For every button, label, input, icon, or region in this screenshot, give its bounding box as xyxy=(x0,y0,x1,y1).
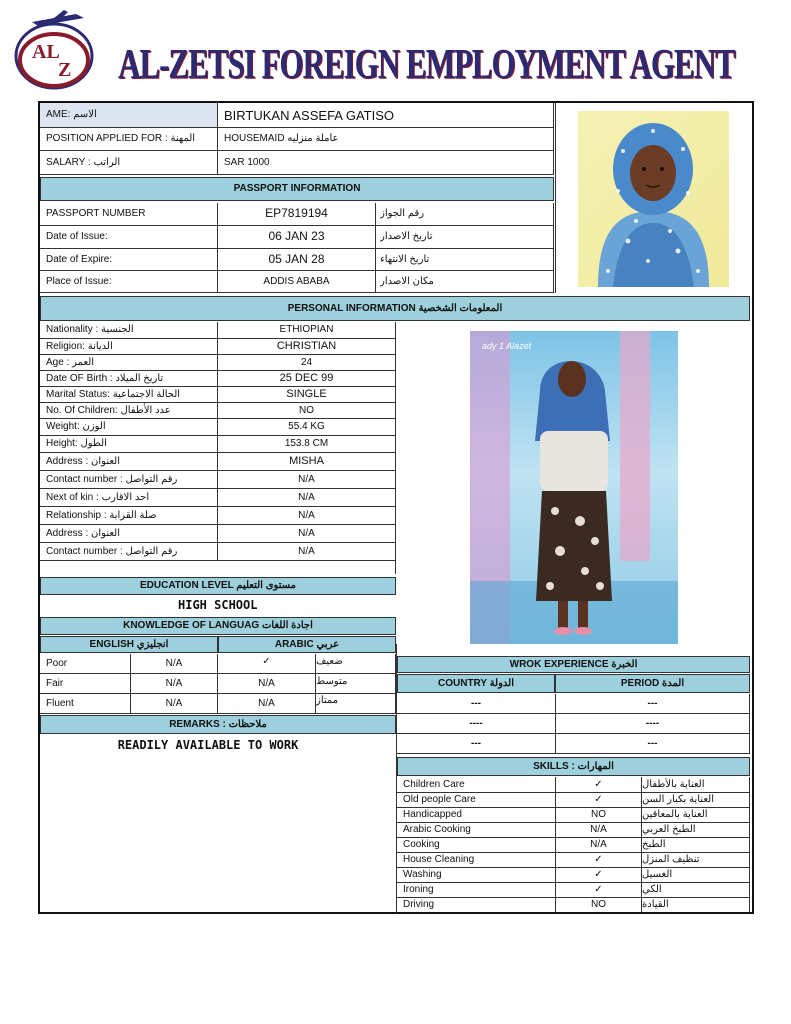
kin-contact-value: N/A xyxy=(298,545,315,557)
lang-poor-label: Poor xyxy=(46,657,68,669)
skill-house-cleaning-arabic: تنظيف المنزل xyxy=(642,854,700,865)
lang-fair-arabic-label: متوسط xyxy=(316,676,348,687)
full-body-photo xyxy=(470,331,678,644)
experience-period: --- xyxy=(647,697,658,709)
skill-children-care: Children Care xyxy=(403,779,465,790)
lang-poor-arabic: ✓ xyxy=(262,656,271,667)
nationality-label: Nationality : الجنسية xyxy=(46,324,134,335)
skill-washing-arabic: الغسيل xyxy=(642,869,673,880)
experience-section-header: WROK EXPERIENCE الخبرة xyxy=(397,656,750,673)
passport-photo-frame xyxy=(555,103,752,293)
svg-text:Z: Z xyxy=(58,59,72,81)
expire-date-arabic: تاريخ الانتهاء xyxy=(380,253,430,265)
language-table xyxy=(40,654,396,714)
skill-ironing-arabic: الكي xyxy=(642,884,662,895)
contact-number-label: Contact number : رقم التواصل xyxy=(46,473,178,485)
skill-washing: Washing xyxy=(403,869,442,880)
dob-value: 25 DEC 99 xyxy=(279,372,334,384)
remarks-value: READILY AVAILABLE TO WORK xyxy=(117,738,299,752)
skill-cooking-value: N/A xyxy=(590,839,607,850)
height-value: 153.8 CM xyxy=(284,438,329,449)
skill-old-people-care-value: ✓ xyxy=(594,794,603,805)
passport-number-value: EP7819194 xyxy=(265,206,328,220)
next-of-kin-label: Next of kin : احد الاقارب xyxy=(46,491,150,503)
weight-label: Weight: الوزن xyxy=(46,421,106,432)
age-value: 24 xyxy=(300,356,313,368)
children-value: NO xyxy=(299,404,314,416)
experience-period: --- xyxy=(647,737,658,749)
relationship-value: N/A xyxy=(298,509,315,521)
arabic-column-header: ARABIC عربي xyxy=(218,636,396,653)
language-section-header: KNOWLEDGE OF LANGUAG اجادة اللغات xyxy=(40,617,396,635)
salary-label: SALARY : الراتب xyxy=(46,156,121,168)
skill-driving-value: NO xyxy=(591,899,606,910)
country-column-header: COUNTRY الدولة xyxy=(397,674,555,693)
place-of-issue-label: Place of Issue: xyxy=(46,275,112,287)
age-label: Age : العمر xyxy=(46,356,95,368)
religion-value: CHRISTIAN xyxy=(276,340,337,352)
religion-label: Religion: الديانة xyxy=(46,340,113,352)
education-level-value: HIGH SCHOOL xyxy=(178,598,258,612)
lang-fair-english: N/A xyxy=(165,677,183,689)
height-label: Height: الطول xyxy=(46,438,107,449)
skill-cooking: Cooking xyxy=(403,839,440,850)
address-label: Address : العنوان xyxy=(46,455,120,467)
skill-children-care-arabic: العناية بالأطفال xyxy=(642,779,705,790)
expire-date-value: 05 JAN 28 xyxy=(268,251,325,266)
personal-table xyxy=(40,322,396,574)
passport-photo xyxy=(578,111,729,287)
lang-fair-arabic: N/A xyxy=(258,677,275,689)
lang-poor-english: N/A xyxy=(165,657,183,669)
skill-handicapped-arabic: العناية بالمعاقين xyxy=(642,809,708,820)
place-of-issue-value: ADDIS ABABA xyxy=(263,275,330,287)
passport-number-label: PASSPORT NUMBER xyxy=(46,208,146,219)
kin-contact-label: Contact number : رقم التواصل xyxy=(46,545,178,557)
skill-handicapped: Handicapped xyxy=(403,809,462,820)
passport-number-arabic: رقم الجواز xyxy=(380,208,425,219)
lang-fluent-label: Fluent xyxy=(46,697,74,709)
address-value: MISHA xyxy=(289,455,324,467)
skill-old-people-care-arabic: العناية بكبار السن xyxy=(642,794,714,805)
lang-fair-label: Fair xyxy=(46,677,64,689)
issue-date-label: Date of Issue: xyxy=(46,231,108,242)
personal-section-header: PERSONAL INFORMATION المعلومات الشخصية xyxy=(40,296,750,321)
skill-arabic-cooking: Arabic Cooking xyxy=(403,824,471,835)
lang-fluent-arabic-label: ممتاز xyxy=(316,695,339,706)
photo-caption: ady 1 Alazet xyxy=(482,340,532,351)
skills-section-header: SKILLS : المهارات xyxy=(397,757,750,776)
contact-number-value: N/A xyxy=(298,473,315,485)
portrait-icon xyxy=(578,111,729,287)
salary-value: SAR 1000 xyxy=(224,156,270,168)
full-body-portrait-icon xyxy=(470,331,678,644)
experience-country: ---- xyxy=(469,717,483,729)
position-label: POSITION APPLIED FOR : المهنة xyxy=(46,133,196,144)
marital-status-label: Marital Status: الحالة الاجتماعية xyxy=(46,388,181,400)
kin-address-label: Address : العنوان xyxy=(46,527,120,539)
lang-fluent-english: N/A xyxy=(165,697,183,709)
marital-status-value: SINGLE xyxy=(286,388,327,400)
skills-table xyxy=(397,777,750,912)
lang-fluent-arabic: N/A xyxy=(258,697,275,709)
passport-section-header: PASSPORT INFORMATION xyxy=(40,177,554,201)
period-column-header: PERIOD المدة xyxy=(555,674,750,693)
skill-house-cleaning: House Cleaning xyxy=(403,854,475,865)
lang-poor-arabic-label: ضعيف xyxy=(316,656,343,667)
skill-driving-arabic: القيادة xyxy=(642,899,669,910)
nationality-value: ETHIOPIAN xyxy=(279,324,334,335)
experience-period: ---- xyxy=(645,717,660,729)
place-of-issue-arabic: مكان الاصدار xyxy=(380,275,434,287)
skill-house-cleaning-value: ✓ xyxy=(594,854,603,865)
logo-emblem-icon xyxy=(14,8,98,92)
skill-driving: Driving xyxy=(403,899,435,910)
next-of-kin-value: N/A xyxy=(298,491,315,503)
agency-name: AL-ZETSI FOREIGN EMPLOYMENT AGENT xyxy=(118,40,735,88)
skill-arabic-cooking-value: N/A xyxy=(590,824,607,835)
basic-info-table xyxy=(40,103,554,175)
skill-old-people-care: Old people Care xyxy=(403,794,476,805)
position-value: HOUSEMAID عاملة منزليه xyxy=(224,133,339,144)
agency-logo xyxy=(14,8,98,92)
remarks-section-header: REMARKS : ملاحظات xyxy=(40,715,396,734)
skill-ironing-value: ✓ xyxy=(594,884,603,895)
experience-country: --- xyxy=(471,737,481,749)
kin-address-value: N/A xyxy=(298,527,315,539)
experience-table xyxy=(397,694,750,754)
issue-date-value: 06 JAN 23 xyxy=(268,229,325,243)
expire-date-label: Date of Expire: xyxy=(46,253,113,265)
skill-children-care-value: ✓ xyxy=(594,779,603,790)
skill-cooking-arabic: الطبخ xyxy=(642,839,666,850)
svg-text:AL: AL xyxy=(32,41,60,63)
skill-handicapped-value: NO xyxy=(591,809,606,820)
education-section-header: EDUCATION LEVEL مستوى التعليم xyxy=(40,577,396,595)
children-label: No. Of Children: عدد الأطفال xyxy=(46,404,171,416)
experience-country: --- xyxy=(471,697,481,709)
dob-label: Date OF Birth : تاريخ الميلاد xyxy=(46,372,164,384)
english-column-header: ENGLISH انجليزي xyxy=(40,636,218,653)
name-value: BIRTUKAN ASSEFA GATISO xyxy=(224,107,395,123)
name-label: AME: الاسم xyxy=(40,103,217,127)
passport-table xyxy=(40,203,554,293)
skill-ironing: Ironing xyxy=(403,884,434,895)
skill-arabic-cooking-arabic: الطبخ العربي xyxy=(642,824,696,835)
issue-date-arabic: تاريخ الاصدار xyxy=(380,231,433,242)
skill-washing-value: ✓ xyxy=(594,869,603,880)
weight-value: 55.4 KG xyxy=(288,421,325,432)
relationship-label: Relationship : صلة القرابة xyxy=(46,509,157,521)
